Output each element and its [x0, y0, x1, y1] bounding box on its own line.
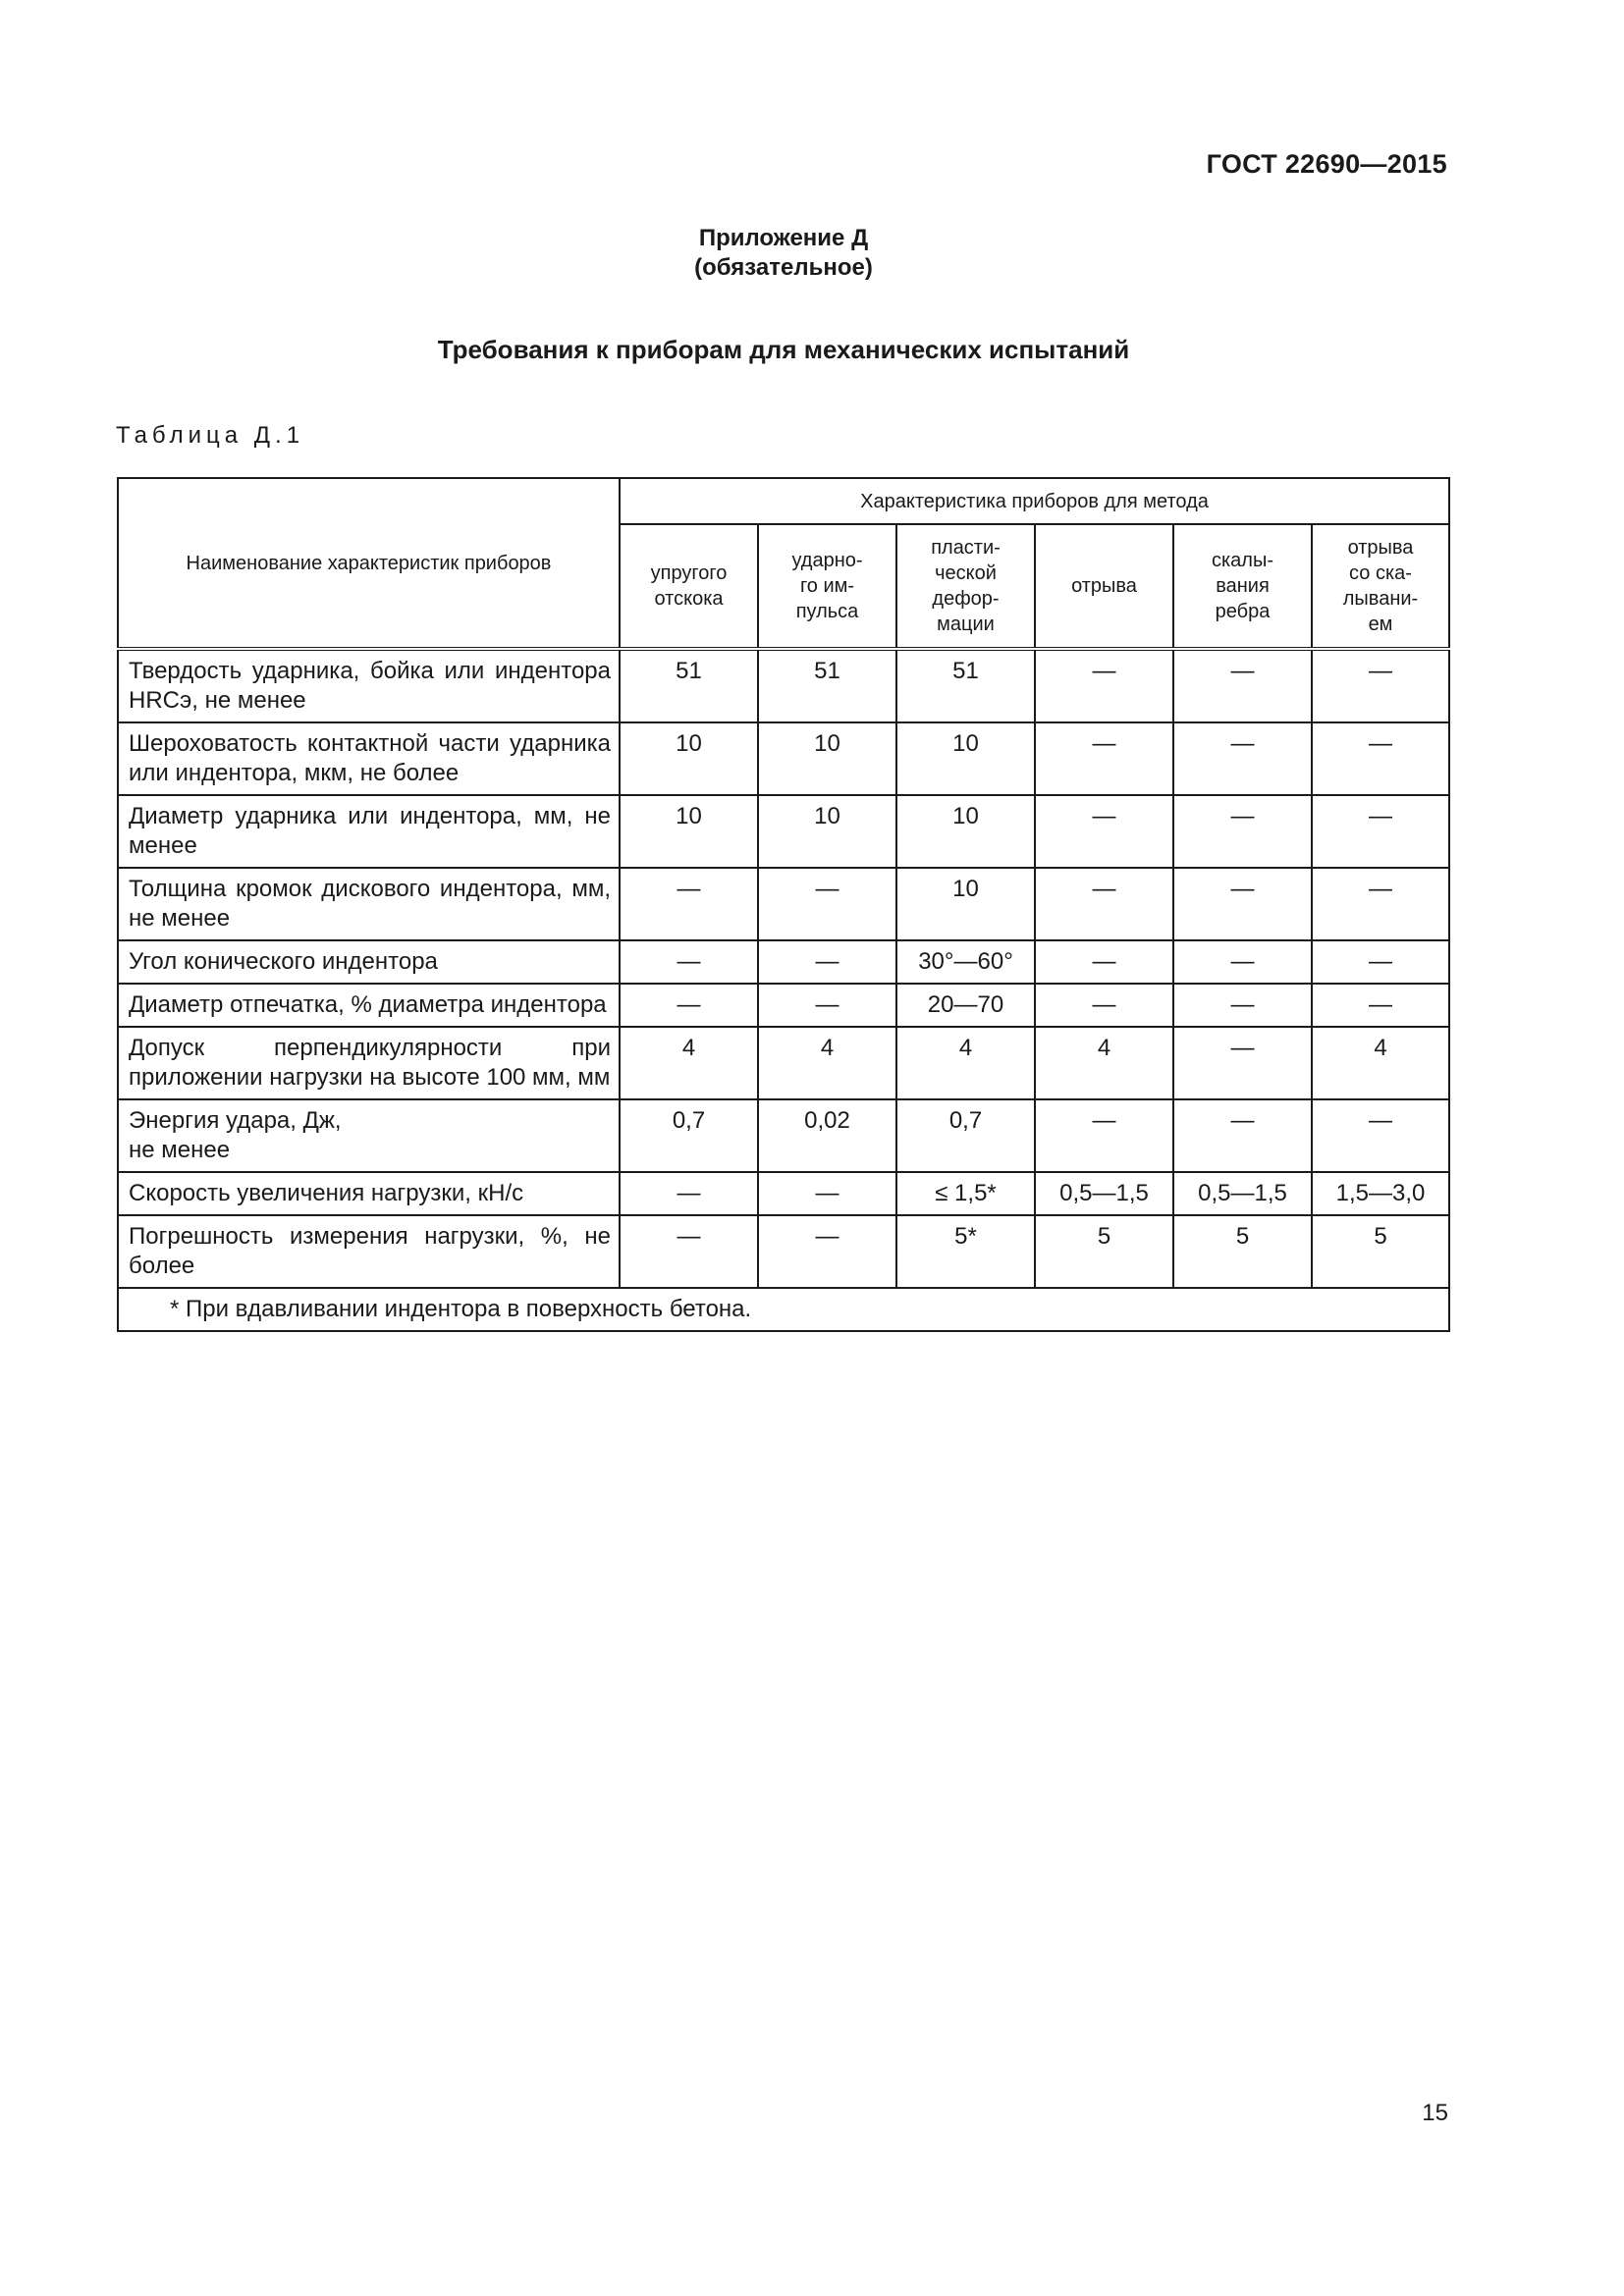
- value-cell: 5: [1173, 1215, 1312, 1288]
- table-body: [118, 649, 1449, 1331]
- value-cell: —: [758, 868, 896, 940]
- value-cell: —: [1312, 868, 1449, 940]
- document-code: ГОСТ 22690—2015: [1206, 149, 1447, 179]
- value-cell: —: [1035, 868, 1173, 940]
- value-cell: 20—70: [896, 984, 1035, 1027]
- value-cell: —: [620, 984, 758, 1027]
- value-cell: —: [1312, 722, 1449, 795]
- annex-heading: [0, 224, 1567, 283]
- value-cell: —: [620, 1172, 758, 1215]
- value-cell: —: [758, 984, 896, 1027]
- value-cell: —: [758, 940, 896, 984]
- value-cell: 51: [758, 649, 896, 722]
- value-cell: —: [1312, 649, 1449, 722]
- value-cell: —: [1173, 1027, 1312, 1099]
- value-cell: —: [1173, 868, 1312, 940]
- value-cell: 10: [896, 795, 1035, 868]
- value-cell: —: [1173, 940, 1312, 984]
- value-cell: —: [1035, 1099, 1173, 1172]
- table-row: [118, 868, 1449, 940]
- table-footnote: * При вдавливании индентора в поверхность бетона.: [118, 1288, 1449, 1331]
- value-cell: ≤ 1,5*: [896, 1172, 1035, 1215]
- value-cell: 51: [896, 649, 1035, 722]
- method-header: пласти- ческой дефор- мации: [896, 524, 1035, 649]
- value-cell: 1,5—3,0: [1312, 1172, 1449, 1215]
- annex-status: (обязательное): [694, 254, 873, 281]
- characteristic-name: Шероховатость контактной части ударника или индентора, мкм, не более: [118, 722, 620, 795]
- characteristic-name: Диаметр отпечатка, % диаметра индентора: [118, 984, 620, 1027]
- characteristic-name: Энергия удара, Дж, не менее: [118, 1099, 620, 1172]
- value-cell: —: [1035, 984, 1173, 1027]
- value-cell: 51: [620, 649, 758, 722]
- table-row: [118, 940, 1449, 984]
- value-cell: 10: [896, 722, 1035, 795]
- value-cell: —: [620, 868, 758, 940]
- value-cell: 10: [758, 722, 896, 795]
- value-cell: —: [1173, 984, 1312, 1027]
- value-cell: 0,7: [620, 1099, 758, 1172]
- value-cell: 10: [896, 868, 1035, 940]
- value-cell: —: [620, 1215, 758, 1288]
- value-cell: —: [1173, 795, 1312, 868]
- method-header: отрыва: [1035, 524, 1173, 649]
- value-cell: —: [1312, 984, 1449, 1027]
- value-cell: 10: [620, 795, 758, 868]
- value-cell: —: [1312, 1099, 1449, 1172]
- value-cell: —: [1173, 649, 1312, 722]
- characteristic-column-header: Наименование характеристик приборов: [118, 478, 620, 649]
- footnote-row: [118, 1288, 1449, 1331]
- method-header: отрыва со ска- лывани- ем: [1312, 524, 1449, 649]
- table-row: [118, 1099, 1449, 1172]
- value-cell: 5: [1035, 1215, 1173, 1288]
- characteristic-name: Погрешность измерения нагрузки, %, не более: [118, 1215, 620, 1288]
- table-row: [118, 649, 1449, 722]
- table-row: [118, 984, 1449, 1027]
- method-header: скалы- вания ребра: [1173, 524, 1312, 649]
- value-cell: —: [1035, 940, 1173, 984]
- characteristic-name: Скорость увеличения нагрузки, кН/с: [118, 1172, 620, 1215]
- value-cell: —: [1035, 722, 1173, 795]
- value-cell: —: [1173, 722, 1312, 795]
- requirements-table: [117, 477, 1450, 1332]
- value-cell: 0,7: [896, 1099, 1035, 1172]
- value-cell: 4: [1312, 1027, 1449, 1099]
- value-cell: —: [620, 940, 758, 984]
- value-cell: —: [758, 1172, 896, 1215]
- value-cell: 4: [758, 1027, 896, 1099]
- characteristic-name: Диаметр ударника или индентора, мм, не менее: [118, 795, 620, 868]
- table-row: [118, 1027, 1449, 1099]
- value-cell: 5: [1312, 1215, 1449, 1288]
- value-cell: 30°—60°: [896, 940, 1035, 984]
- table-row: [118, 722, 1449, 795]
- value-cell: 10: [620, 722, 758, 795]
- method-header: упругого отскока: [620, 524, 758, 649]
- value-cell: —: [1035, 649, 1173, 722]
- table-label: Таблица Д.1: [116, 422, 305, 449]
- value-cell: 0,5—1,5: [1035, 1172, 1173, 1215]
- value-cell: —: [1312, 795, 1449, 868]
- value-cell: —: [1035, 795, 1173, 868]
- value-cell: —: [1173, 1099, 1312, 1172]
- annex-title: Приложение Д: [698, 225, 869, 251]
- value-cell: 0,02: [758, 1099, 896, 1172]
- value-cell: 5*: [896, 1215, 1035, 1288]
- page-number: 15: [1422, 2100, 1448, 2126]
- characteristic-name: Толщина кромок дискового индентора, мм, не менее: [118, 868, 620, 940]
- value-cell: 4: [1035, 1027, 1173, 1099]
- value-cell: 4: [620, 1027, 758, 1099]
- value-cell: 10: [758, 795, 896, 868]
- value-cell: —: [1312, 940, 1449, 984]
- table-row: [118, 795, 1449, 868]
- value-cell: 0,5—1,5: [1173, 1172, 1312, 1215]
- method-header: ударно- го им- пульса: [758, 524, 896, 649]
- characteristic-name: Допуск перпендикулярности при приложении нагрузки на высоте 100 мм, мм: [118, 1027, 620, 1099]
- table-row: [118, 1215, 1449, 1288]
- table-row: [118, 1172, 1449, 1215]
- characteristic-name: Угол конического индентора: [118, 940, 620, 984]
- value-cell: 4: [896, 1027, 1035, 1099]
- characteristic-name: Твердость ударника, бойка или индентора HRCэ, не менее: [118, 649, 620, 722]
- value-cell: —: [758, 1215, 896, 1288]
- section-title: Требования к приборам для механических испытаний: [437, 335, 1130, 364]
- method-group-header: Характеристика приборов для метода: [620, 478, 1449, 524]
